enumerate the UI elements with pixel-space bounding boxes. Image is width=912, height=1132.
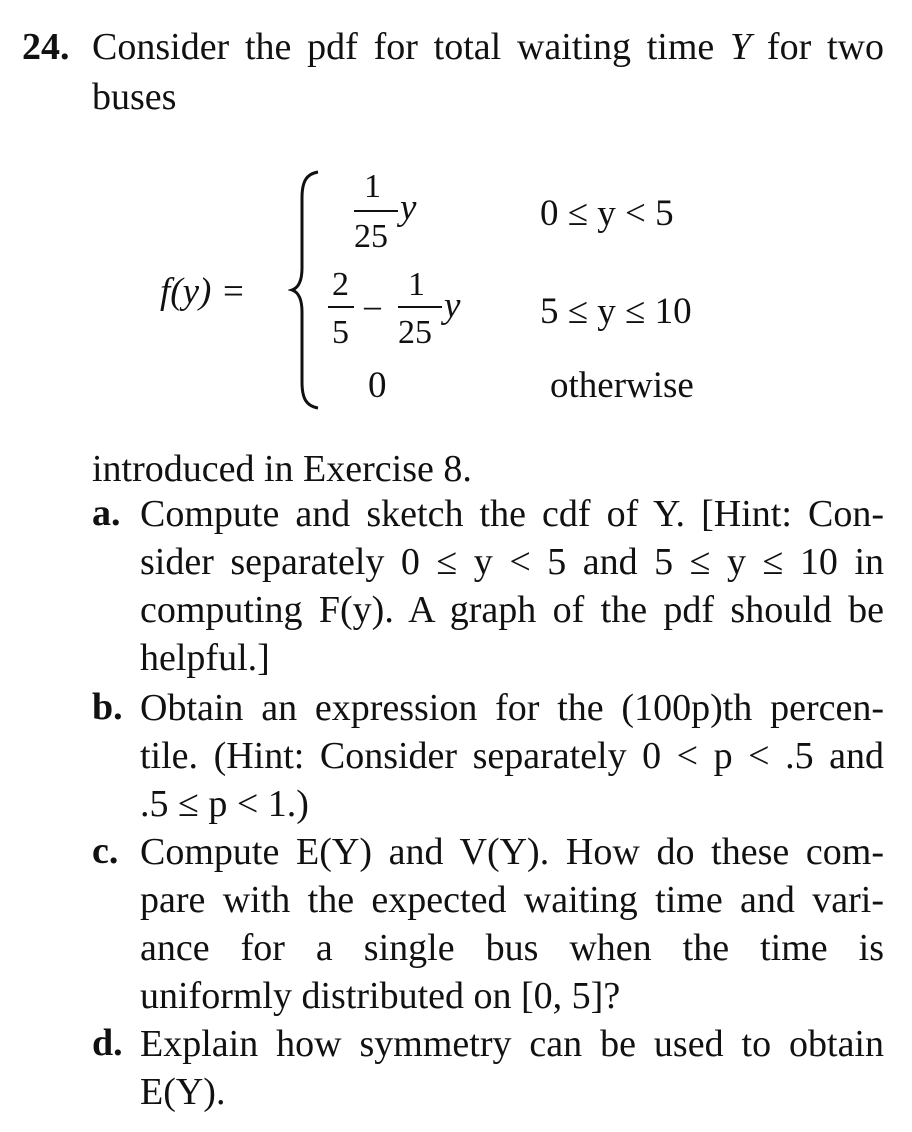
case2-numerator-2: 1 — [408, 266, 425, 303]
part-b-line: tile. (Hint: Consider separately 0 < p < .5 and — [140, 735, 884, 777]
problem-intro-line-1: Consider the pdf for total waiting time Y for two — [92, 26, 884, 68]
case1-numerator: 1 — [364, 168, 381, 205]
case1-variable: y — [400, 187, 417, 228]
case2-numerator-1: 2 — [332, 266, 349, 303]
part-d-line: Explain how symmetry can be used to obtain — [140, 1023, 884, 1065]
case1-fraction-bar — [354, 210, 398, 212]
problem-intro-line-2: buses — [92, 76, 177, 118]
part-a-label: a. — [92, 492, 121, 534]
part-c-label: c. — [92, 830, 119, 872]
after-formula-text: introduced in Exercise 8. — [92, 448, 472, 490]
part-d-line: E(Y). — [140, 1071, 226, 1113]
part-a-text — [140, 490, 884, 682]
case2-condition: 5 ≤ y ≤ 10 — [540, 291, 692, 332]
part-b-text — [140, 684, 884, 828]
case2-fraction-bar-1 — [328, 306, 354, 308]
part-c-line: Compute E(Y) and V(Y). How do these com- — [140, 831, 884, 873]
part-c-line: uniformly distributed on [0, 5]? — [140, 975, 621, 1017]
case2-denominator-1: 5 — [332, 314, 349, 351]
problem-number: 24. — [22, 26, 70, 68]
case1-denominator: 25 — [354, 218, 388, 255]
case2-fraction-bar-2 — [398, 306, 442, 308]
part-d-label: d. — [92, 1022, 123, 1064]
case3-expression: 0 — [368, 365, 387, 406]
part-a-line: Compute and sketch the cdf of Y. [Hint: Con- — [140, 493, 884, 535]
part-d-text — [140, 1020, 884, 1116]
part-b-line: .5 ≤ p < 1.) — [140, 783, 309, 825]
part-a-line: sider separately 0 ≤ y < 5 and 5 ≤ y ≤ 10 in — [140, 541, 884, 583]
part-c-line: pare with the expected waiting time and vari- — [140, 879, 884, 921]
variable-y: Y — [730, 26, 752, 68]
formula-lhs: f(y) = — [160, 271, 246, 312]
part-c-line: ance for a single bus when the time is — [140, 927, 884, 969]
part-a-line: helpful.] — [140, 637, 270, 679]
case2-minus: − — [362, 289, 383, 330]
part-c-text — [140, 828, 884, 1020]
left-brace — [288, 168, 324, 412]
part-b-label: b. — [92, 686, 123, 728]
pdf-formula — [0, 0, 912, 440]
case2-denominator-2: 25 — [398, 314, 432, 351]
part-a-line: computing F(y). A graph of the pdf should be — [140, 589, 884, 631]
part-b-line: Obtain an expression for the (100p)th percen- — [140, 687, 884, 729]
case2-variable: y — [444, 285, 461, 326]
case3-condition: otherwise — [550, 365, 694, 406]
case1-condition: 0 ≤ y < 5 — [540, 193, 674, 234]
